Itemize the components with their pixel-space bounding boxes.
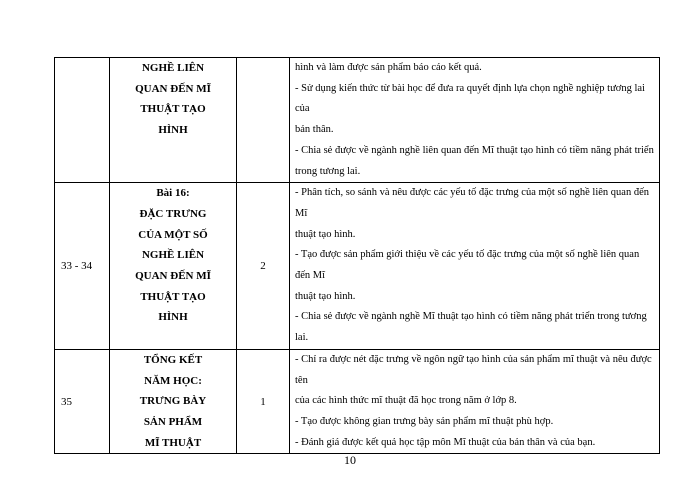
lesson-title-line: TRƯNG BÀY [139, 395, 207, 408]
period-count-cell: 1 [237, 349, 290, 454]
lesson-title-line: TỔNG KẾT [143, 353, 203, 366]
objectives-cell [290, 183, 660, 350]
lesson-title-cell [110, 58, 237, 183]
objective-line: bản thân. [295, 124, 334, 136]
objective-line: - Chia sẻ được về ngành nghề liên quan đến Mĩ thuật tạo hình có tiềm năng phát triển [295, 144, 654, 156]
lesson-title-line: CỦA MỘT SỐ [138, 228, 208, 241]
period-cell: 35 [55, 349, 110, 454]
period-count-cell: 2 [237, 183, 290, 350]
objective-line: thuật tạo hình. [295, 228, 356, 240]
objective-line: - Đánh giá được kết quả học tập môn Mĩ thuật của bản thân và của bạn. [295, 436, 596, 448]
objective-line: - Phân tích, so sánh và nêu được các yếu tố đặc trưng của một số nghề liên quan đến Mĩ [295, 187, 650, 219]
table-row [55, 349, 660, 454]
objective-line: của các hình thức mĩ thuật đã học trong năm ở lớp 8. [295, 395, 517, 407]
period-cell: 33 - 34 [55, 183, 110, 350]
objectives-cell [290, 58, 660, 183]
objectives-cell [290, 349, 660, 454]
lesson-title-line: NGHỀ LIÊN [141, 249, 205, 262]
objective-line: trong tương lai. [295, 165, 361, 177]
period-cell [55, 58, 110, 183]
period-count-cell [237, 58, 290, 183]
lesson-title-line: MĨ THUẬT [144, 436, 202, 449]
lesson-title-line: ĐẶC TRƯNG [139, 207, 207, 220]
objective-line: thuật tạo hình. [295, 290, 356, 302]
lesson-title-line: NGHỀ LIÊN [141, 62, 205, 74]
objective-line: - Chia sẻ được về ngành nghề Mĩ thuật tạo hình có tiềm năng phát triển trong tương lai. [295, 311, 647, 344]
lesson-title-line: SẢN PHẨM [143, 415, 203, 428]
objective-line: - Sử dụng kiến thức từ bài học để đưa ra quyết định lựa chọn nghề nghiệp tương lai của [295, 82, 645, 115]
page-number: 10 [344, 453, 356, 467]
lesson-title-line: NĂM HỌC: [144, 374, 202, 387]
lesson-title-cell [110, 183, 237, 350]
lesson-title-line: HÌNH [158, 311, 188, 324]
lesson-title-cell [110, 349, 237, 454]
lesson-title-line: QUAN ĐẾN MĨ [135, 82, 211, 95]
objective-line: - Tạo được sản phẩm giới thiệu về các yếu tố đặc trưng của một số nghề liên quan đến Mĩ [295, 249, 640, 282]
lesson-title-line: Bài 16: [156, 187, 190, 200]
table-row [55, 183, 660, 350]
lesson-title-line: HÌNH [158, 124, 188, 137]
objective-line: - Chỉ ra được nét đặc trưng về ngôn ngữ tạo hình của sản phẩm mĩ thuật và nêu được tên [295, 353, 652, 386]
objective-line: - Tạo được không gian trưng bày sản phẩm mĩ thuật phù hợp. [295, 415, 554, 427]
lesson-title-line: QUAN ĐẾN MĨ [135, 270, 211, 283]
curriculum-table [54, 57, 660, 454]
objective-line: hình và làm được sản phẩm báo cáo kết quả. [295, 62, 482, 73]
lesson-title-line: THUẬT TẠO [140, 103, 206, 116]
table-row [55, 58, 660, 183]
lesson-title-line: THUẬT TẠO [140, 290, 206, 303]
